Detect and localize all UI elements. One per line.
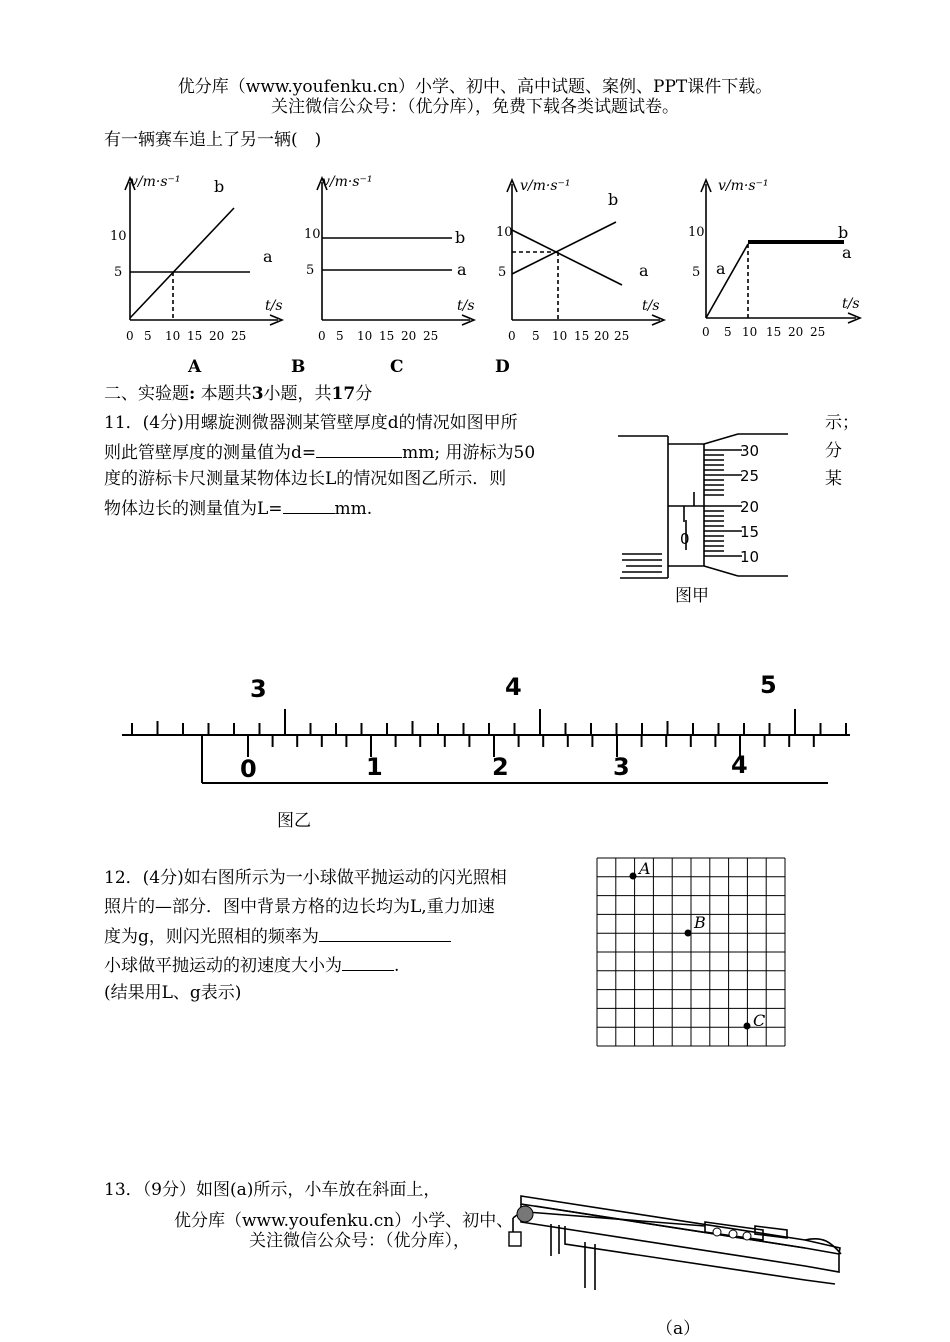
line-a-label: a <box>842 243 852 262</box>
weight-icon <box>509 1232 521 1246</box>
incline-cart-figure <box>505 1182 850 1302</box>
q12-line-3: 度为g，则闪光照相的频率为 <box>104 925 451 947</box>
option-c: C <box>390 357 404 377</box>
wheel-icon <box>729 1230 737 1238</box>
option-a: A <box>188 357 202 377</box>
line-b-label: b <box>608 190 619 209</box>
wheel-icon <box>713 1228 721 1236</box>
q11-line-4: 物体边长的测量值为L= mm. <box>104 499 373 519</box>
v-axis-label: v/m·s⁻¹ <box>322 174 373 190</box>
x-tick: 5 <box>724 325 732 339</box>
line-a-label: a <box>263 247 273 266</box>
answer-blank-d[interactable] <box>316 441 402 458</box>
vernier-scale-label: 2 <box>492 753 509 781</box>
micrometer-label: 25 <box>740 467 760 485</box>
micrometer-zero: 0 <box>680 530 690 548</box>
graph-d <box>676 168 886 350</box>
graph-b <box>292 160 492 350</box>
q11-line-1: 11．(4分)用螺旋测微器测某管壁厚度d的情况如图甲所 <box>104 413 518 433</box>
x-tick: 0 <box>126 329 134 343</box>
main-scale-label: 5 <box>760 671 777 699</box>
answer-blank-l[interactable] <box>283 497 335 514</box>
micrometer-label: 15 <box>740 523 760 541</box>
v-axis-label: v/m·s⁻¹ <box>130 174 181 190</box>
graph-c <box>482 170 692 350</box>
point-c-label: C <box>753 1011 766 1030</box>
vernier-scale-label: 4 <box>731 751 748 779</box>
y-tick-5: 5 <box>114 265 123 280</box>
micrometer-label: 20 <box>740 498 760 516</box>
line-a-label: a <box>639 261 649 280</box>
footer-line-2: 关注微信公众号：（优分库）， <box>249 1231 470 1251</box>
y-tick-5: 5 <box>692 265 701 280</box>
point-a <box>630 873 637 880</box>
header-line-2: 关注微信公众号：（优分库），免费下载各类试题试卷。 <box>271 97 679 117</box>
y-tick-10: 10 <box>688 225 705 240</box>
vernier-scale-label: 1 <box>366 753 383 781</box>
t-axis-label: t/s <box>265 298 283 314</box>
x-tick: 15 <box>574 329 590 343</box>
micrometer-label: 30 <box>740 442 760 460</box>
q11-side-1: 示； <box>825 413 859 433</box>
graph-a <box>100 160 300 350</box>
line-b-label: b <box>455 228 466 247</box>
q12-line-2: 照片的—部分．图中背景方格的边长均为L,重力加速 <box>104 897 495 917</box>
q12-line-1: 12．(4分)如右图所示为一小球做平抛运动的闪光照相 <box>104 868 507 888</box>
x-tick: 20 <box>401 329 417 343</box>
q12-line-5: (结果用L、g表示) <box>104 983 242 1003</box>
option-d: D <box>495 357 510 377</box>
x-tick: 25 <box>614 329 630 343</box>
answer-blank-frequency[interactable] <box>319 925 451 942</box>
vernier-scale-label: 3 <box>613 753 630 781</box>
wheel-icon <box>743 1232 751 1240</box>
point-a-label: A <box>639 859 651 878</box>
line-a-label: a <box>716 259 726 278</box>
x-tick: 20 <box>209 329 225 343</box>
v-axis-label: v/m·s⁻¹ <box>718 178 769 194</box>
x-tick: 15 <box>379 329 395 343</box>
y-tick-10: 10 <box>304 227 321 242</box>
line-b-label: b <box>214 177 225 196</box>
q13-line-1: 13．（9分）如图(a)所示，小车放在斜面上， <box>104 1180 441 1200</box>
t-axis-label: t/s <box>457 298 475 314</box>
vernier-scale-label: 0 <box>240 755 257 783</box>
x-tick: 25 <box>423 329 439 343</box>
x-tick: 0 <box>318 329 326 343</box>
x-tick: 20 <box>594 329 610 343</box>
x-tick: 10 <box>165 329 181 343</box>
pulley-icon <box>517 1206 533 1222</box>
footer-line-1: 优分库（www.youfenku.cn）小学、初中、 <box>174 1211 514 1231</box>
x-tick: 25 <box>231 329 247 343</box>
micrometer-label: 10 <box>740 548 760 566</box>
x-tick: 15 <box>766 325 782 339</box>
q11-line-3: 度的游标卡尺测量某物体边长L的情况如图乙所示．则 <box>104 469 507 489</box>
option-b: B <box>291 357 306 377</box>
q11-line-2: 则此管壁厚度的测量值为d= mm; 用游标为50 <box>104 443 536 463</box>
question-intro: 有一辆赛车追上了另一辆( ) <box>104 130 322 150</box>
point-c <box>744 1023 751 1030</box>
line-a-label: a <box>457 260 467 279</box>
x-tick: 10 <box>742 325 758 339</box>
main-scale-label: 3 <box>250 675 267 703</box>
main-scale-label: 4 <box>505 673 522 701</box>
y-tick-5: 5 <box>306 263 315 278</box>
x-tick: 25 <box>810 325 826 339</box>
point-b-label: B <box>694 913 706 932</box>
x-tick: 5 <box>336 329 344 343</box>
point-b <box>685 930 692 937</box>
x-tick: 0 <box>702 325 710 339</box>
header-line-1: 优分库（www.youfenku.cn）小学、初中、高中试题、案例、PPT课件下载。 <box>177 77 773 97</box>
v-axis-label: v/m·s⁻¹ <box>520 178 571 194</box>
q11-side-2: 分 <box>825 441 842 461</box>
answer-blank-velocity[interactable] <box>342 954 394 971</box>
q12-line-4: 小球做平抛运动的初速度大小为 . <box>104 956 400 976</box>
figure-yi-caption: 图乙 <box>277 811 311 831</box>
x-tick: 15 <box>187 329 203 343</box>
section-2-heading: 二、实验题: 本题共3小题，共17分 <box>104 384 373 404</box>
t-axis-label: t/s <box>842 296 860 312</box>
x-tick: 20 <box>788 325 804 339</box>
x-tick: 5 <box>532 329 540 343</box>
line-b-label: b <box>838 223 849 242</box>
vernier-caliper-figure <box>110 665 860 795</box>
x-tick: 10 <box>552 329 568 343</box>
micrometer-figure <box>612 430 802 582</box>
t-axis-label: t/s <box>642 298 660 314</box>
q11-side-3: 某 <box>825 469 842 489</box>
x-tick: 0 <box>508 329 516 343</box>
x-tick: 5 <box>144 329 152 343</box>
x-tick: 10 <box>357 329 373 343</box>
y-tick-10: 10 <box>496 225 513 240</box>
flash-photo-grid <box>595 856 795 1051</box>
y-tick-5: 5 <box>498 265 507 280</box>
figure-jia-caption: 图甲 <box>675 586 709 606</box>
figure-a-caption: （a） <box>656 1319 701 1339</box>
y-tick-10: 10 <box>110 229 127 244</box>
